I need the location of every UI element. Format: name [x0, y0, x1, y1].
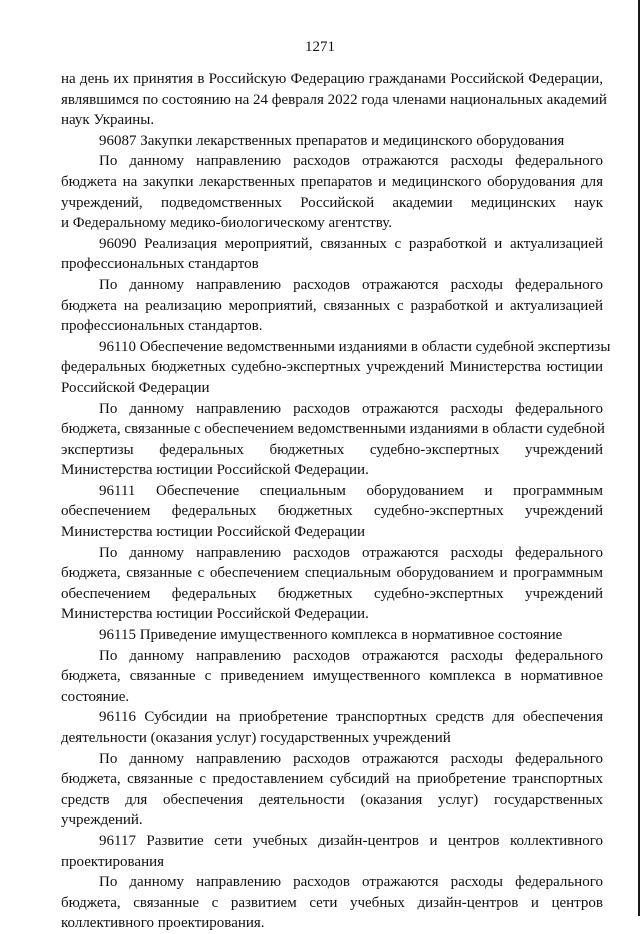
text-line: бюджета на закупки лекарственных препаратов и медицинского оборудования для: [61, 173, 603, 190]
text-line: 96111 Обеспечение специальным оборудованием и программным: [99, 482, 603, 499]
text-line: По данному направлению расходов отражаются расходы федерального: [99, 750, 603, 767]
text-line: 96090 Реализация мероприятий, связанных с разработкой и актуализацией: [99, 235, 603, 252]
text-line: экспертизы федеральных бюджетных судебно-экспертных учреждений: [61, 441, 603, 458]
document-body: [61, 69, 611, 934]
text-line: Российской Федерации: [61, 379, 210, 396]
text-line: федеральных бюджетных судебно-экспертных учреждений Министерства юстиции: [61, 359, 603, 376]
text-line: Министерства юстиции Российской Федерации.: [61, 606, 369, 623]
text-line: По данному направлению расходов отражаются расходы федерального: [99, 276, 603, 293]
text-line: средств для обеспечения деятельности (оказания услуг) государственных: [61, 791, 603, 808]
text-line: обеспечением федеральных бюджетных судебно-экспертных учреждений: [61, 503, 603, 520]
text-line: наук Украины.: [61, 112, 155, 129]
page-number: 1271: [305, 39, 335, 55]
text-line: Министерства юстиции Российской Федерации: [61, 524, 366, 541]
text-line: бюджета, связанные с предоставлением субсидий на приобретение транспортных: [61, 771, 603, 788]
text-line: и Федеральному медико-биологическому агентству.: [61, 215, 393, 232]
text-line: По данному направлению расходов отражаются расходы федерального: [99, 544, 603, 561]
text-line: По данному направлению расходов отражаются расходы федерального: [99, 153, 603, 170]
text-line: бюджета, связанные с обеспечением специальным оборудованием и программным: [61, 565, 603, 582]
text-line: бюджета на реализацию мероприятий, связанных с разработкой и актуализацией: [61, 297, 603, 314]
text-line: учреждений.: [61, 812, 143, 829]
text-line: являвшимся по состоянию на 24 февраля 2022 года членами национальных академий: [61, 91, 607, 108]
text-line: деятельности (оказания услуг) государственных учреждений: [61, 730, 451, 746]
text-line: обеспечением федеральных бюджетных судебно-экспертных учреждений: [61, 585, 603, 602]
text-line: бюджета, связанные с обеспечением ведомственными изданиями в области судебной: [61, 421, 605, 438]
text-line: состояние.: [61, 688, 130, 705]
text-line: коллективного проектирования.: [61, 915, 265, 932]
text-line: 96115 Приведение имущественного комплекса в нормативное состояние: [99, 627, 563, 644]
text-line: 96117 Развитие сети учебных дизайн-центров и центров коллективного: [99, 832, 603, 849]
text-line: проектирования: [61, 853, 165, 870]
text-line: учреждений, подведомственных Российской академии медицинских наук: [61, 194, 603, 211]
text-line: По данному направлению расходов отражаются расходы федерального: [99, 874, 603, 891]
text-line: 96110 Обеспечение ведомственными изданиями в области судебной экспертизы: [99, 338, 611, 355]
text-line: бюджета, связанные с приведением имущественного комплекса в нормативное: [61, 668, 603, 685]
text-line: 96116 Субсидии на приобретение транспортных средств для обеспечения: [99, 709, 603, 726]
text-line: Министерства юстиции Российской Федерации.: [61, 462, 369, 479]
text-line: По данному направлению расходов отражаются расходы федерального: [99, 647, 603, 664]
text-line: профессиональных стандартов.: [61, 318, 263, 335]
text-line: на день их принятия в Российскую Федерацию гражданами Российской Федерации,: [61, 71, 603, 87]
text-line: 96087 Закупки лекарственных препаратов и медицинского оборудования: [99, 132, 565, 149]
text-line: профессиональных стандартов: [61, 256, 259, 273]
text-line: По данному направлению расходов отражаются расходы федерального: [99, 400, 603, 417]
text-line: бюджета, связанные с развитием сети учебных дизайн-центров и центров: [61, 894, 603, 911]
